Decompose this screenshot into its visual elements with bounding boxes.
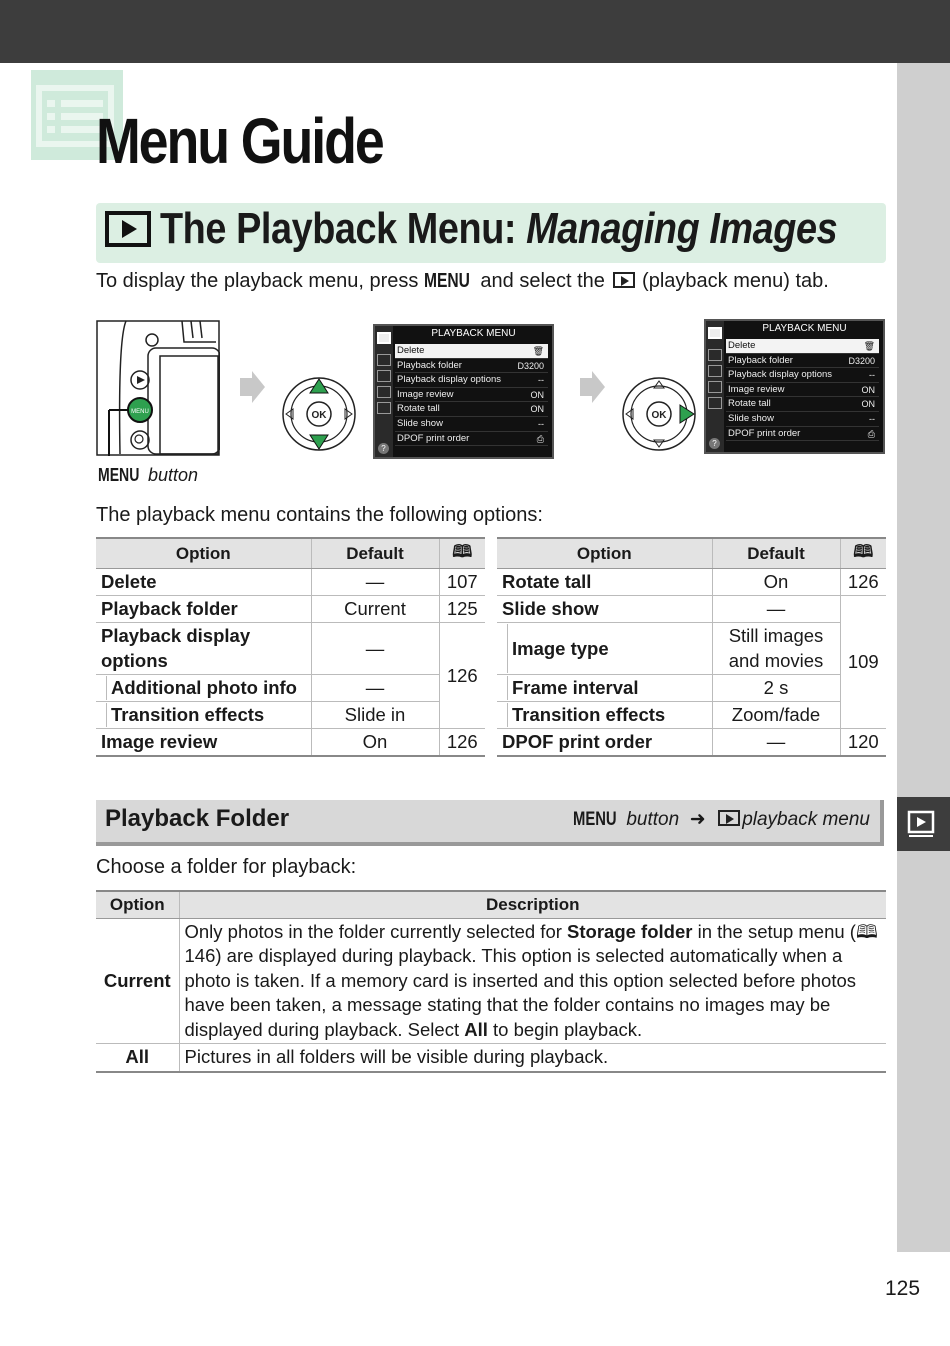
lcd-title: PLAYBACK MENU [431,328,516,339]
page-title: Menu Guide [96,105,383,177]
playback-tab-icon [708,327,722,339]
menu-button-caption: MENU button [98,465,199,485]
option-name: Additional photo info [106,676,311,700]
option-name: Playback folder [96,596,311,623]
option-default: — [311,569,439,596]
option-default: On [311,729,439,757]
retouch-tab-icon [708,381,722,393]
header-description: Description [179,891,886,918]
lcd-menu-label: Playback display options [728,369,833,381]
suboption-cell [96,702,311,729]
options-table-left [96,537,485,757]
lcd-menu-value: -- [869,414,875,424]
menu-path: MENU button ➜ playback menu [573,809,870,830]
option-name: DPOF print order [497,729,712,757]
lcd-menu-item [395,359,548,374]
lcd-menu-label: Slide show [397,418,443,429]
option-page: 107 [439,569,485,596]
option-name: Delete [96,569,311,596]
lcd-tab-column [375,326,393,457]
lcd-menu-value: -- [869,370,875,381]
lcd-playback-menu-2 [704,319,885,454]
svg-text:MENU: MENU [131,409,149,415]
table-row-sub [96,702,485,729]
playback-icon [718,810,740,826]
lcd-menu-label: Playback folder [728,354,793,366]
recent-tab-icon [377,402,391,414]
lcd-menu-label: Rotate tall [728,398,771,410]
option-name: Image type [507,624,712,673]
table-row [96,569,485,596]
retouch-tab-icon [377,386,391,398]
option-default: — [712,729,840,757]
step-arrow-icon [578,370,606,404]
ok-button-label: OK [311,410,327,421]
multi-selector-up-down [281,376,357,452]
table-header-row [96,891,886,918]
camera-tab-icon [708,349,722,361]
lcd-menu-item [726,383,879,398]
table-row-sub [497,623,886,675]
lcd-title: PLAYBACK MENU [762,323,847,334]
lcd-menu-value: 🗑 [863,341,875,351]
table-row [96,1044,886,1072]
option-page: 125 [439,596,485,623]
option-default: — [311,623,439,675]
lcd-menu-item [395,417,548,432]
header-option: Option [497,538,712,569]
lcd-menu-item [726,354,879,369]
multi-selector-right [621,376,697,452]
option-default: — [311,675,439,702]
option-name: Current [96,918,179,1044]
option-name: Slide show [497,596,712,623]
lcd-menu-value: ON [530,404,544,415]
lcd-menu-value: 🗑 [532,346,544,356]
lcd-menu-item [395,388,548,403]
option-page: 126 [840,569,886,596]
wrench-tab-icon [708,365,722,377]
option-page: 126 [439,623,485,729]
section-title: The Playback Menu: Managing Images [160,204,838,253]
header-default: Default [712,538,840,569]
lcd-menu-label: DPOF print order [397,432,470,444]
option-default: Current [311,596,439,623]
wrench-tab-icon [377,370,391,382]
lcd-menu-label: Playback display options [397,374,502,386]
option-default: Still images and movies [712,623,840,675]
intro-text: To display the playback menu, press MENU and select the (playback menu) tab. [96,270,829,292]
playback-icon [105,211,151,247]
table-row-sub [497,675,886,702]
lcd-menu-item [395,402,548,417]
lcd-playback-menu-1 [373,324,554,459]
table-row [96,596,485,623]
lcd-menu-label: Rotate tall [397,403,440,415]
header-page-icon: 🕮 [439,538,485,569]
table-row [497,729,886,757]
lcd-menu-label: Image review [397,388,454,400]
option-page: 109 [840,596,886,729]
option-page: 120 [840,729,886,757]
option-page: 126 [439,729,485,757]
camera-tab-icon [377,354,391,366]
page-number: 125 [885,1277,921,1300]
option-name: Transition effects [507,703,712,727]
lcd-menu-item [726,412,879,427]
side-strip [897,63,950,1252]
options-intro: The playback menu contains the following options: [96,504,543,526]
camera-back-illustration [96,320,220,456]
header-option: Option [96,538,311,569]
help-icon: ? [709,438,720,449]
table-header-row [497,538,886,569]
lcd-menu-item [726,427,879,442]
recent-tab-icon [708,397,722,409]
option-default: On [712,569,840,596]
lcd-menu-item [395,373,548,388]
lcd-menu-value: ON [861,384,875,395]
playback-folder-table [96,890,886,1073]
option-default: — [712,596,840,623]
table-row [96,623,485,675]
step-arrow-icon [238,370,266,404]
section-banner [96,203,886,263]
side-tab-playback[interactable] [897,797,950,851]
lcd-menu-item [395,432,548,447]
option-name: Rotate tall [497,569,712,596]
playback-tab-icon [377,332,391,344]
lcd-menu-value: D3200 [517,360,544,371]
lcd-menu-item [726,397,879,412]
choose-folder-text: Choose a folder for playback: [96,856,357,878]
option-name: Transition effects [106,703,311,727]
lcd-menu-value: ⎙ [867,428,875,439]
lcd-menu-item [395,344,548,359]
table-row [96,729,485,757]
lcd-menu-value: ON [861,399,875,410]
option-name: Image review [96,729,311,757]
lcd-menu-value: ⎙ [536,433,544,444]
lcd-menu-value: -- [538,419,544,429]
option-description: Only photos in the folder currently selected for Storage folder in the setup menu (🕮 146) are displayed during playback. This option is selected automatically when a photo is taken. If a memory card is inserted and this option selected before photos have been taken, a message stating that the folder contains no images may be displayed during playback. Select All to begin playback. [179,918,886,1044]
option-default: 2 s [712,675,840,702]
option-name: Frame interval [507,676,712,700]
lcd-menu-value: D3200 [848,355,875,366]
option-description: Pictures in all folders will be visible during playback. [179,1044,886,1072]
option-default: Slide in [311,702,439,729]
header-option: Option [96,891,179,918]
lcd-menu-item [726,368,879,383]
lcd-menu-label: Delete [728,340,756,351]
table-row [497,596,886,623]
option-default: Zoom/fade [712,702,840,729]
book-icon: 🕮 [855,920,878,942]
option-name: All [96,1044,179,1072]
top-bar [0,0,950,63]
table-row-sub [96,675,485,702]
ok-button-label: OK [651,410,667,421]
help-icon: ? [378,443,389,454]
playback-icon [613,272,635,288]
lcd-menu-label: DPOF print order [728,427,801,439]
lcd-menu-label: Slide show [728,413,774,424]
header-default: Default [311,538,439,569]
table-row [497,569,886,596]
lcd-menu-label: Image review [728,383,785,395]
playback-folder-banner [96,800,884,846]
table-row-sub [497,702,886,729]
playback-tab-icon [906,809,940,839]
table-header-row [96,538,485,569]
lcd-menu-value: ON [530,389,544,400]
options-table-right [497,537,886,757]
playback-folder-title: Playback Folder [105,805,290,832]
table-row [96,918,886,1044]
lcd-menu-value: -- [538,375,544,386]
lcd-menu-label: Playback folder [397,359,462,371]
option-name: Playback display options [96,623,311,675]
lcd-menu-item [726,339,879,354]
arrow-icon: ➜ [689,809,706,830]
suboption-cell [497,702,712,729]
header-page-icon: 🕮 [840,538,886,569]
suboption-cell [497,675,712,702]
lcd-tab-column [706,321,724,452]
lcd-menu-label: Delete [397,345,425,356]
suboption-cell [96,675,311,702]
suboption-cell [497,623,712,675]
menu-button-word: MENU [423,270,470,292]
